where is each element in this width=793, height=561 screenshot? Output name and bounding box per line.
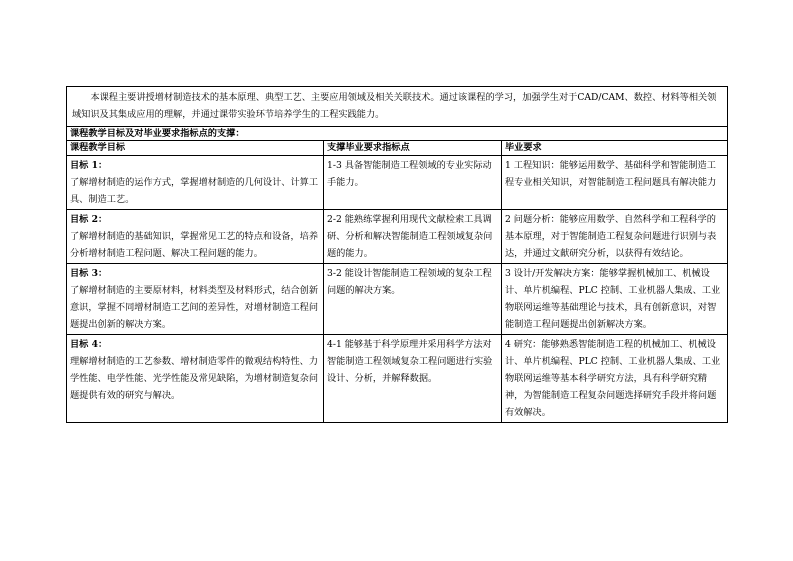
header-goal: 课程教学目标 <box>67 141 324 156</box>
course-objectives-table <box>66 86 728 423</box>
table-row <box>67 264 728 335</box>
goal-text: 了解增材制造的主要原材料，材料类型及材料形式，结合创新意识，掌握不同增材制造工艺间的差异性，对增材制造工程问题提出创新的解决方案。 <box>70 285 319 330</box>
goal-cell <box>67 156 324 210</box>
goal-cell <box>67 210 324 264</box>
goal-text: 了解增材制造的运作方式，掌握增材制造的几何设计、计算工具、制造工艺。 <box>70 177 319 205</box>
goal-text: 了解增材制造的基础知识，掌握常见工艺的特点和设备，培养分析增材制造工程问题、解决工程问题的能力。 <box>70 231 319 259</box>
requirement-cell: 3 设计/开发解决方案：能够掌握机械加工、机械设计、单片机编程、PLC 控制、工业机器人集成、工业物联网运维等基础理论与技术，具有创新意识，对智能制造工程问题提出创新解决方案。 <box>502 264 728 335</box>
goal-cell <box>67 264 324 335</box>
goal-title: 目标 4： <box>70 339 108 350</box>
requirement-cell: 2 问题分析：能够应用数学、自然科学和工程科学的基本原理，对于智能制造工程复杂问题进行识别与表达，并通过文献研究分析，以获得有效结论。 <box>502 210 728 264</box>
goal-title: 目标 2： <box>70 214 108 225</box>
requirement-cell: 1 工程知识：能够运用数学、基础科学和智能制造工程专业相关知识，对智能制造工程问题具有解决能力 <box>502 156 728 210</box>
table-row <box>67 156 728 210</box>
table-row <box>67 210 728 264</box>
indicator-cell: 1-3 具备智能制造工程领域的专业实际动手能力。 <box>324 156 502 210</box>
header-indicator: 支撑毕业要求指标点 <box>324 141 502 156</box>
requirement-cell: 4 研究：能够熟悉智能制造工程的机械加工、机械设计、单片机编程、PLC 控制、工业机器人集成、工业物联网运维等基本科学研究方法，具有科学研究精神，为智能制造工程复杂问题选择研究手段并将问题有效解决。 <box>502 335 728 423</box>
goal-text: 理解增材制造的工艺参数、增材制造零件的微观结构特性、力学性能、电学性能、光学性能及常见缺陷，为增材制造复杂问题提供有效的研究与解决。 <box>70 356 319 401</box>
course-intro: 本课程主要讲授增材制造技术的基本原理、典型工艺、主要应用领域及相关关联技术。通过该课程的学习，加强学生对于CAD/CAM、数控、材料等相关领域知识及其集成应用的理解，并通过课带实验环节培养学生的工程实践能力。 <box>67 87 728 127</box>
indicator-cell: 2-2 能熟练掌握利用现代文献检索工具调研、分析和解决智能制造工程领域复杂问题的能力。 <box>324 210 502 264</box>
goal-cell <box>67 335 324 423</box>
goal-title: 目标 1： <box>70 160 108 171</box>
table-row <box>67 335 728 423</box>
indicator-cell: 3-2 能设计智能制造工程领域的复杂工程问题的解决方案。 <box>324 264 502 335</box>
section-title: 课程教学目标及对毕业要求指标点的支撑： <box>67 127 728 141</box>
goal-title: 目标 3： <box>70 268 108 279</box>
header-requirement: 毕业要求 <box>502 141 728 156</box>
indicator-cell: 4-1 能够基于科学原理并采用科学方法对智能制造工程领域复杂工程问题进行实验设计、分析，并解释数据。 <box>324 335 502 423</box>
